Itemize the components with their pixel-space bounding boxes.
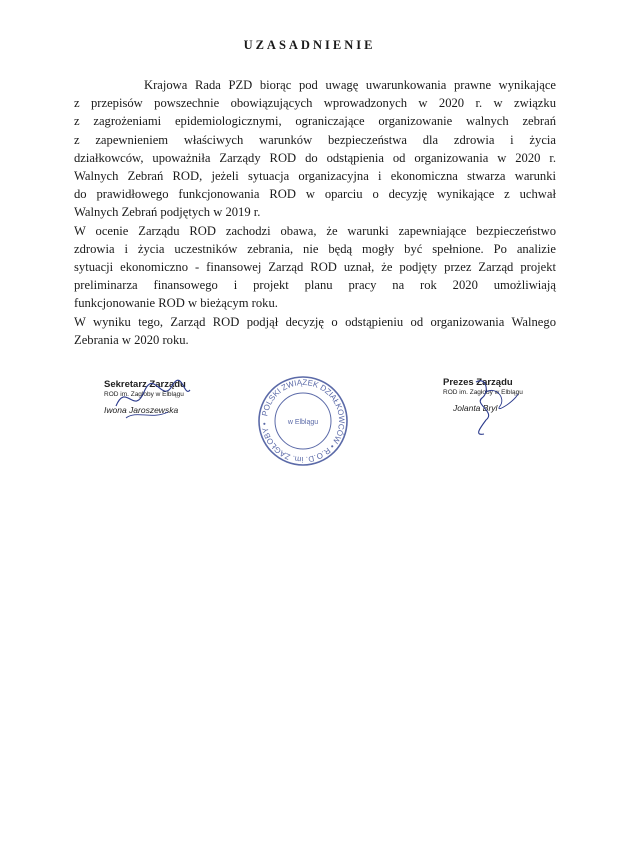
body-line: z przepisów powszechnie obowiązujących wprowadzonych w 2020 r. w związku	[74, 96, 556, 111]
body-line: funkcjonowanie ROD w bieżącym roku.	[74, 296, 278, 311]
secretary-name: Iwona Jaroszewska	[104, 405, 179, 415]
body-line: z zapewnieniem właściwych warunków bezpieczeństwa dla zdrowia i życia	[74, 132, 556, 147]
secretary-handwritten-signature	[112, 376, 192, 422]
secretary-role: Sekretarz Zarządu	[104, 379, 186, 390]
body-line: z zagrożeniami epidemiologicznymi, ograniczające organizowanie walnych zebrań	[74, 114, 556, 129]
stamp-ring-text: POLSKI ZWIĄZEK DZIAŁKOWCÓW • R.O.D. im. ZAGŁOBY •	[260, 377, 347, 465]
president-role: Prezes Zarządu	[443, 377, 513, 388]
president-unit: ROD im. Zagłoby w Elblągu	[443, 389, 523, 396]
body-line: Walnych Zebrań ROD, jeżeli sytuacja organizacyjna i ekonomiczna stwarza warunki	[74, 169, 556, 184]
body-line: sytuacji ekonomiczno - finansowej Zarząd ROD uznał, że podjęty przez Zarząd projekt	[74, 260, 556, 275]
body-line: do prawidłowego funkcjonowania ROD w oparciu o decyzję wynikające z uchwał	[74, 187, 556, 202]
president-name: Jolanta Bryl	[453, 403, 498, 413]
body-line: Walnych Zebrań podjętych w 2019 r.	[74, 205, 261, 220]
document-title: UZASADNIENIE	[243, 38, 376, 52]
secretary-unit: ROD im. Zagłoby w Elblągu	[104, 391, 184, 398]
body-line: Zebrania w 2020 roku.	[74, 332, 189, 347]
president-handwritten-signature	[456, 372, 526, 442]
body-line: Krajowa Rada PZD biorąc pod uwagę uwarunkowania prawne wynikające	[144, 78, 556, 92]
body-line: W ocenie Zarządu ROD zachodzi obawa, że warunki zapewniające bezpieczeństwo	[74, 223, 556, 238]
body-line: działkowców, upoważniła Zarządy ROD do odstąpienia od organizowania w 2020 r.	[74, 150, 556, 165]
stamp-center-text: w Elblągu	[287, 419, 319, 426]
body-line: W wyniku tego, Zarząd ROD podjął decyzję o odstąpieniu od organizowania Walnego	[74, 314, 556, 329]
document-body	[74, 76, 556, 349]
organization-stamp	[255, 373, 351, 469]
body-line: preliminarza finansowego i projekt planu pracy na rok 2020 umożliwiają	[74, 278, 556, 293]
body-line: zdrowia i życia uczestników zebrania, nie będą mogły być spełnione. Po analizie	[74, 241, 556, 256]
